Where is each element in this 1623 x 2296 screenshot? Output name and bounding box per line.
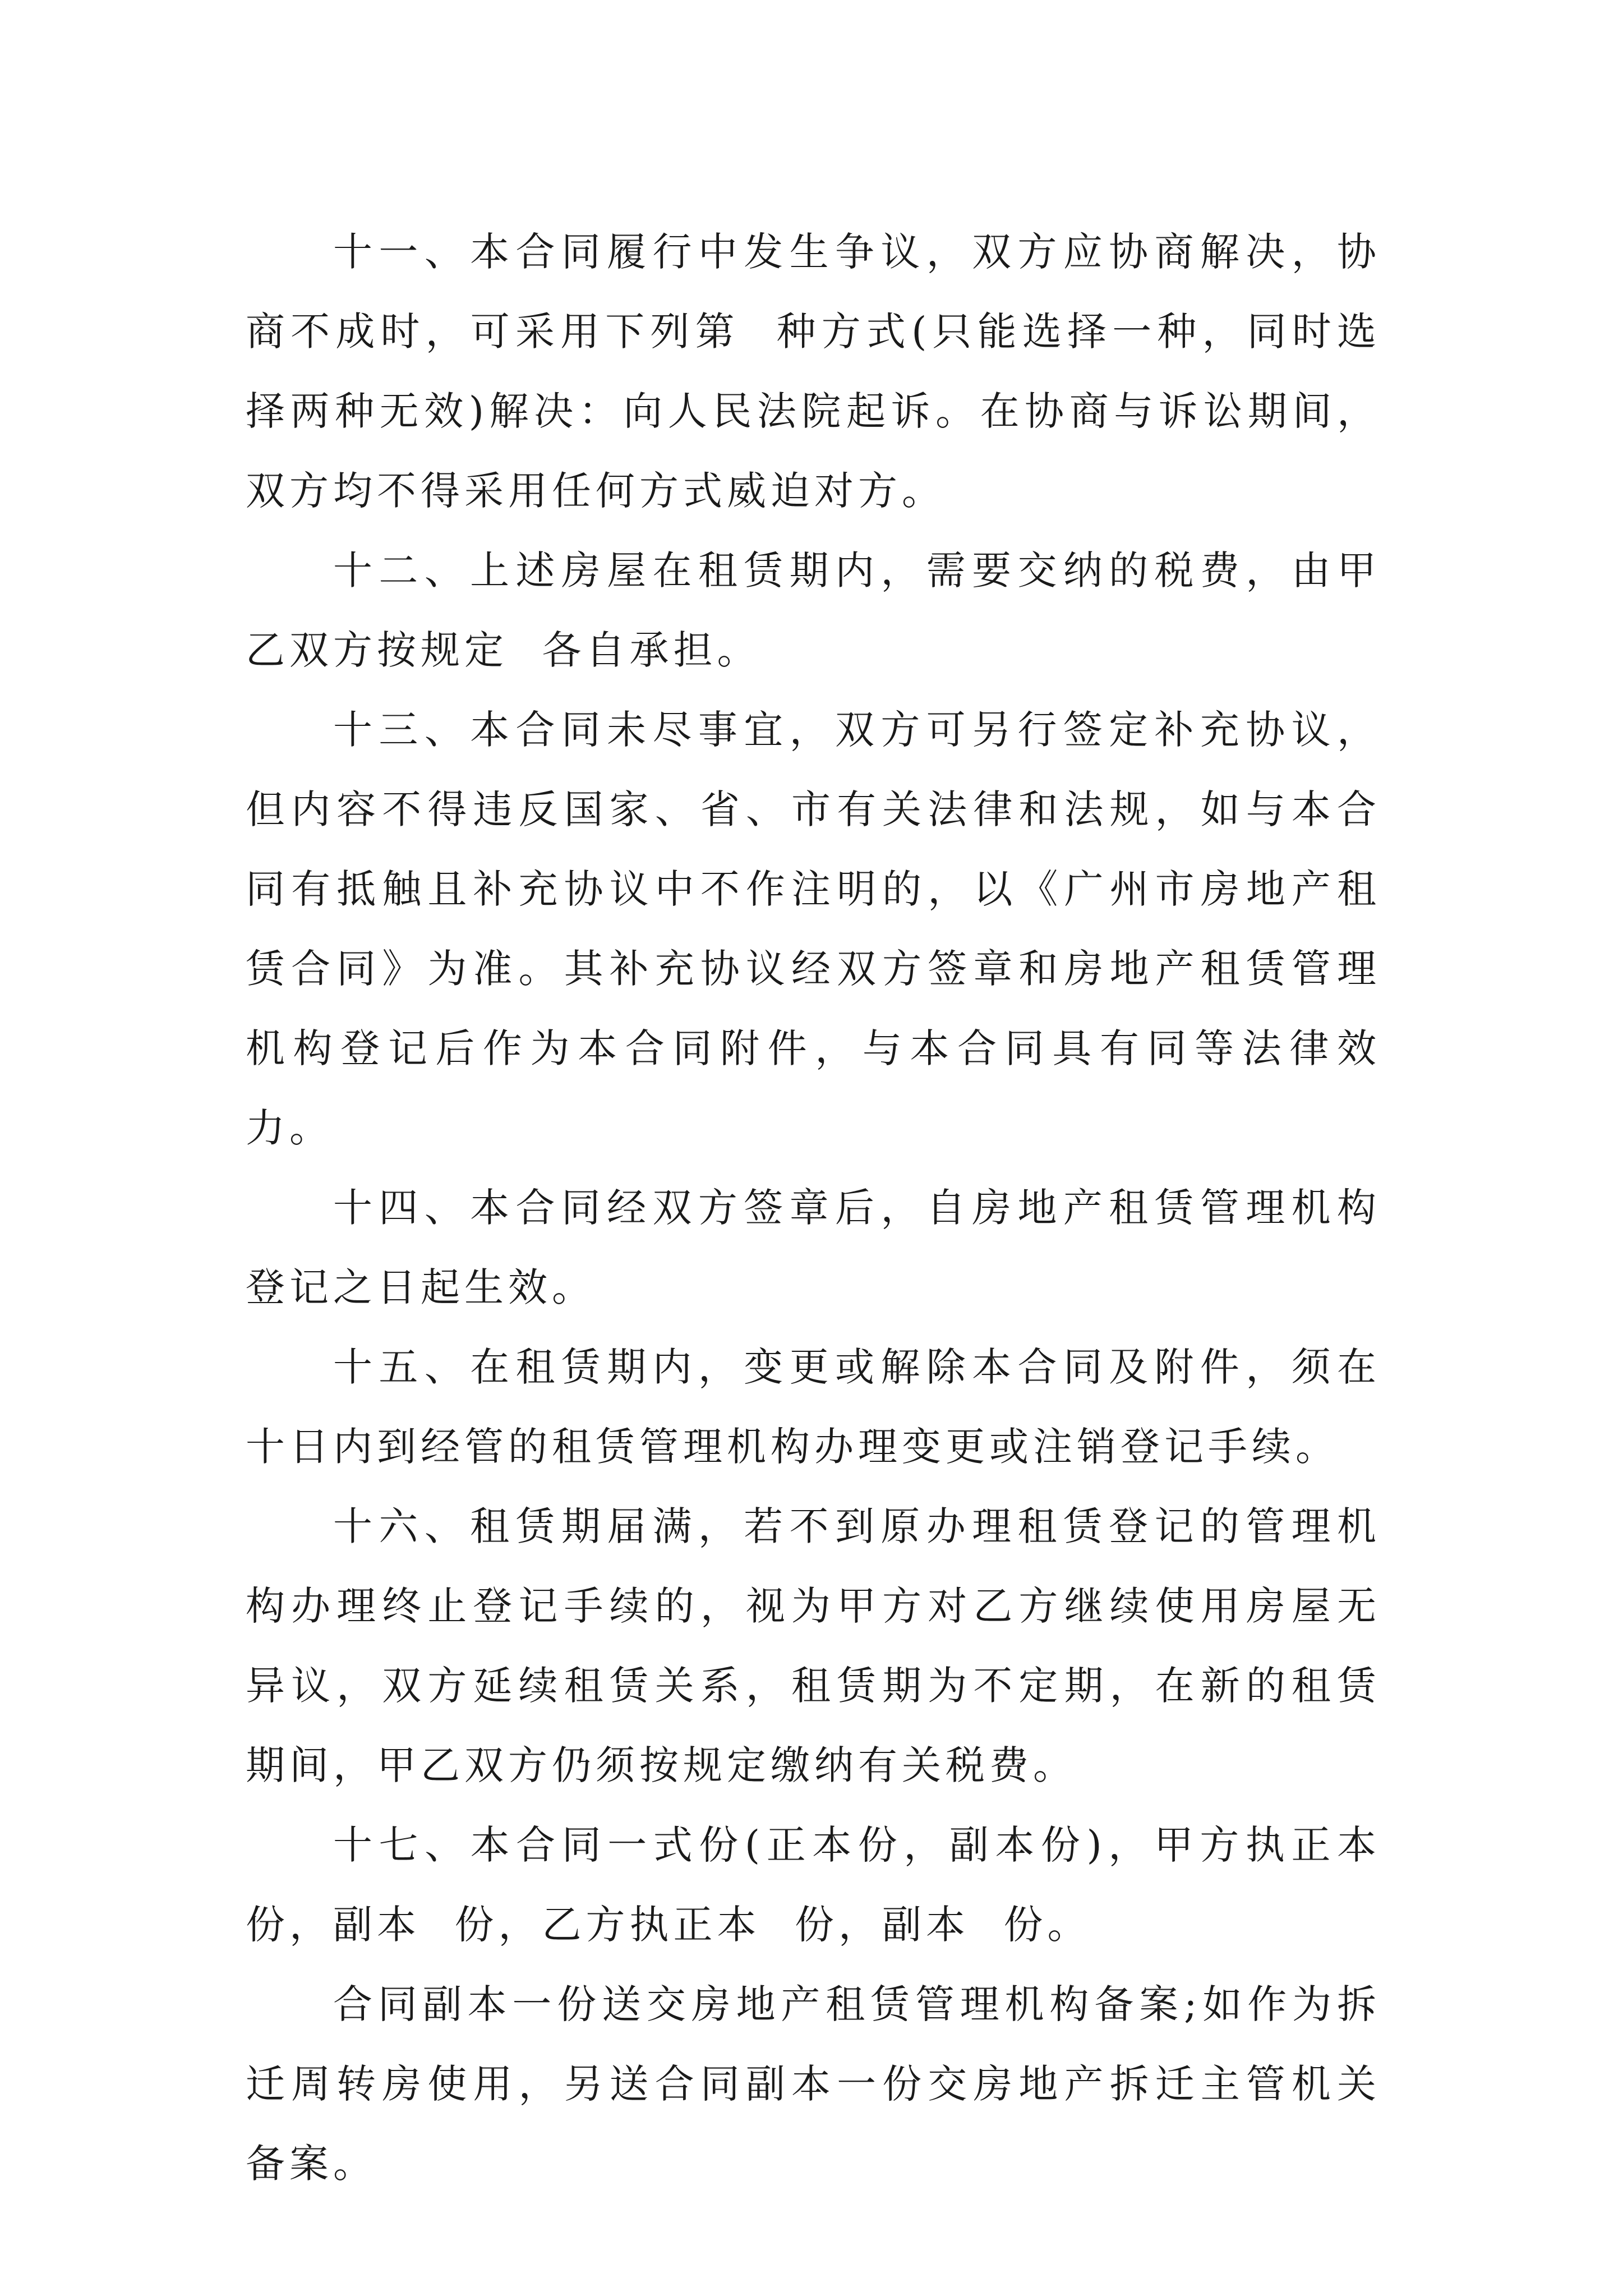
clause-17-paragraph: 十七、本合同一式份(正本份，副本份)，甲方执正本份，副本 份，乙方执正本 份，副本 份。 (246, 1822, 1381, 1948)
clause-13-paragraph: 十三、本合同未尽事宜，双方可另行签定补充协议，但内容不得违反国家、省、市有关法律和法规，如与本合同有抵触且补充协议中不作注明的，以《广州市房地产租赁合同》为准。其补充协议经双方签章和房地产租赁管理机构登记后作为本合同附件，与本合同具有同等法律效力。 (246, 707, 1381, 1151)
clause-14-paragraph: 十四、本合同经双方签章后，自房地产租赁管理机构登记之日起生效。 (246, 1185, 1381, 1310)
clause-16-paragraph: 十六、租赁期届满，若不到原办理租赁登记的管理机构办理终止登记手续的，视为甲方对乙方继续使用房屋无异议，双方延续租赁关系，租赁期为不定期，在新的租赁期间，甲乙双方仍须按规定缴纳有关税费。 (246, 1503, 1381, 1788)
clause-11-paragraph: 十一、本合同履行中发生争议，双方应协商解决，协商不成时，可采用下列第 种方式(只能选择一种，同时选择两种无效)解决：向人民法院起诉。在协商与诉讼期间，双方均不得采用任何方式威迫对方。 (246, 229, 1381, 514)
clause-15-paragraph: 十五、在租赁期内，变更或解除本合同及附件，须在十日内到经管的租赁管理机构办理变更或注销登记手续。 (246, 1344, 1381, 1470)
document-body (246, 212, 1381, 2203)
clause-12-paragraph: 十二、上述房屋在租赁期内，需要交纳的税费，由甲乙双方按规定 各自承担。 (246, 547, 1381, 673)
filing-note-paragraph: 合同副本一份送交房地产租赁管理机构备案;如作为拆迁周转房使用，另送合同副本一份交房地产拆迁主管机关备案。 (246, 1981, 1381, 2187)
